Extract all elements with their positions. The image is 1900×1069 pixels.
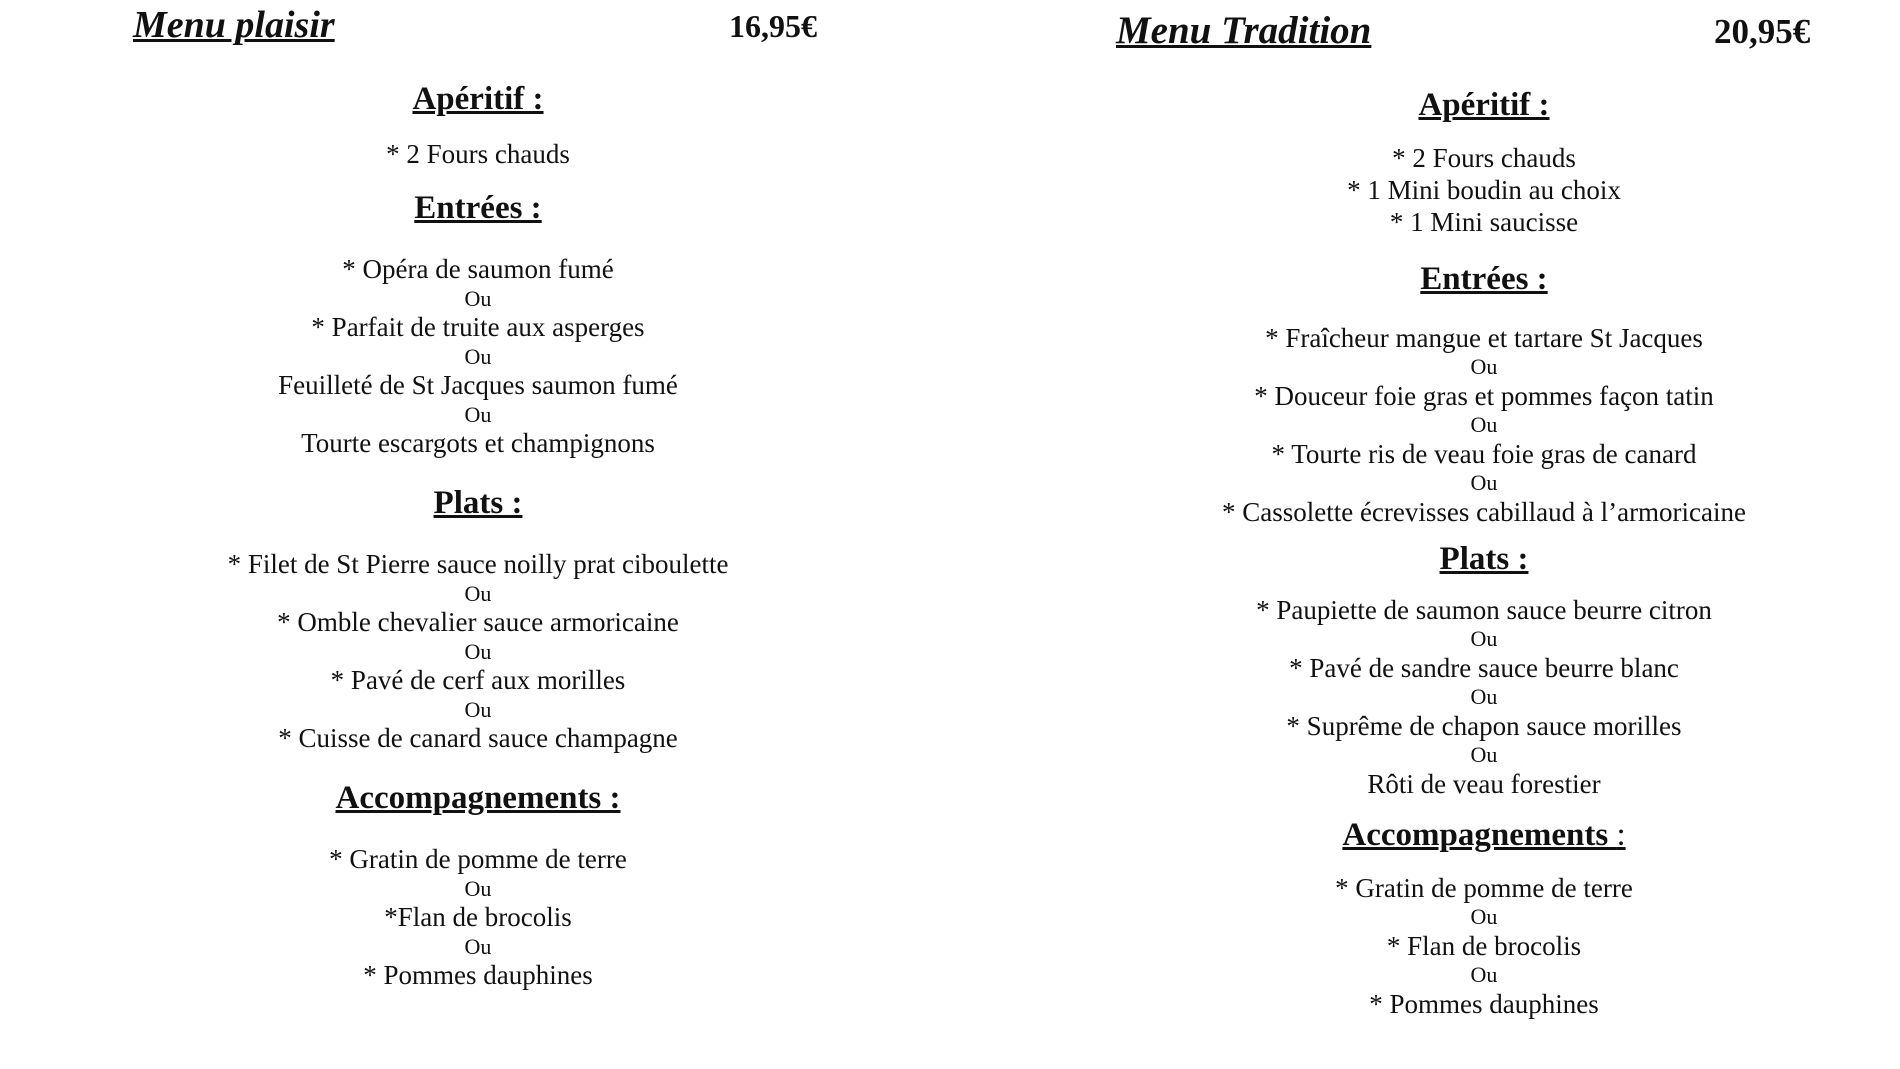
or-separator: Ou — [464, 402, 492, 427]
menu-courses — [60, 76, 896, 1006]
course-entrees — [1100, 256, 1868, 528]
menu-courses — [1100, 82, 1868, 1038]
course-accompagnements — [60, 775, 896, 992]
course-heading — [60, 185, 896, 231]
dish-item: * Parfait de truite aux asperges — [311, 312, 645, 342]
dish-item: * 2 Fours chauds — [386, 139, 570, 169]
or-separator: Ou — [464, 639, 492, 664]
dish-item: * Douceur foie gras et pommes façon tatin — [1254, 381, 1714, 411]
or-separator: Ou — [1470, 470, 1498, 495]
dish-list — [1100, 322, 1868, 528]
or-separator: Ou — [464, 876, 492, 901]
course-heading-label: Apéritif : — [412, 81, 544, 117]
or-separator: Ou — [1470, 742, 1498, 767]
or-separator: Ou — [1470, 626, 1498, 651]
or-separator: Ou — [1470, 962, 1498, 987]
course-plats — [60, 480, 896, 755]
course-heading-label: Accompagnements : — [335, 780, 621, 816]
dish-item: * Opéra de saumon fumé — [342, 254, 614, 284]
course-heading — [1100, 82, 1868, 128]
course-heading-suffix: : — [1616, 817, 1626, 853]
dish-item: * Pommes dauphines — [1369, 989, 1599, 1019]
or-separator: Ou — [464, 934, 492, 959]
or-separator: Ou — [1470, 354, 1498, 379]
dish-list — [1100, 872, 1868, 1020]
course-heading — [1100, 536, 1868, 582]
dish-item: * Gratin de pomme de terre — [1335, 873, 1633, 903]
course-entrees — [60, 185, 896, 460]
dish-item: * Pavé de sandre sauce beurre blanc — [1289, 653, 1679, 683]
dish-list — [60, 548, 896, 755]
or-separator: Ou — [1470, 412, 1498, 437]
course-heading — [1100, 256, 1868, 302]
dish-item: * Filet de St Pierre sauce noilly prat ciboulette — [227, 549, 729, 579]
dish-list — [60, 843, 896, 992]
course-heading — [60, 480, 896, 526]
dish-list — [1100, 142, 1868, 238]
dish-item: * Paupiette de saumon sauce beurre citron — [1256, 595, 1712, 625]
or-separator: Ou — [1470, 904, 1498, 929]
dish-item: * Flan de brocolis — [1386, 931, 1582, 961]
dish-item: *Flan de brocolis — [384, 902, 572, 932]
dish-item: * 1 Mini saucisse — [1389, 207, 1579, 237]
dish-item: * Tourte ris de veau foie gras de canard — [1271, 439, 1697, 469]
course-heading-label: Plats : — [433, 485, 523, 521]
course-heading — [60, 775, 896, 821]
course-heading-label: Plats : — [1439, 541, 1529, 577]
course-accompagnements — [1100, 812, 1868, 1020]
dish-item: Feuilleté de St Jacques saumon fumé — [278, 370, 678, 400]
dish-item: * Cassolette écrevisses cabillaud à l’armoricaine — [1221, 497, 1747, 527]
or-separator: Ou — [464, 581, 492, 606]
dish-item: * Gratin de pomme de terre — [329, 844, 627, 874]
dish-list — [1100, 594, 1868, 800]
course-heading-label: Apéritif : — [1418, 87, 1550, 123]
dish-item: * Fraîcheur mangue et tartare St Jacques — [1265, 323, 1703, 353]
dish-item: * Cuisse de canard sauce champagne — [278, 723, 678, 753]
dish-item: * Suprême de chapon sauce morilles — [1286, 711, 1682, 741]
or-separator: Ou — [1470, 684, 1498, 709]
or-separator: Ou — [464, 286, 492, 311]
course-heading — [60, 76, 896, 122]
dish-item: Rôti de veau forestier — [1367, 769, 1601, 799]
menu-price: 16,95€ — [729, 8, 817, 44]
course-heading — [1100, 812, 1868, 858]
dish-item: * 1 Mini boudin au choix — [1347, 175, 1621, 205]
dish-item: * Pavé de cerf aux morilles — [330, 665, 626, 695]
dish-list — [60, 138, 896, 171]
course-aperitif — [1100, 82, 1868, 238]
course-heading-label: Entrées : — [1420, 261, 1548, 297]
course-heading-label: Entrées : — [414, 190, 542, 226]
course-aperitif — [60, 76, 896, 171]
menu-tradition — [950, 0, 1900, 1069]
menu-title: Menu Tradition — [1116, 9, 1372, 52]
dish-item: * Pommes dauphines — [363, 960, 593, 990]
dish-list — [60, 253, 896, 460]
dish-item: * Omble chevalier sauce armoricaine — [277, 607, 679, 637]
course-heading-label: Accompagnements — [1342, 817, 1617, 853]
course-plats — [1100, 536, 1868, 800]
dish-item: Tourte escargots et champignons — [301, 428, 655, 458]
menu-price: 20,95€ — [1714, 12, 1811, 51]
dish-item: * 2 Fours chauds — [1392, 143, 1576, 173]
or-separator: Ou — [464, 344, 492, 369]
or-separator: Ou — [464, 697, 492, 722]
menu-title: Menu plaisir — [133, 4, 335, 46]
